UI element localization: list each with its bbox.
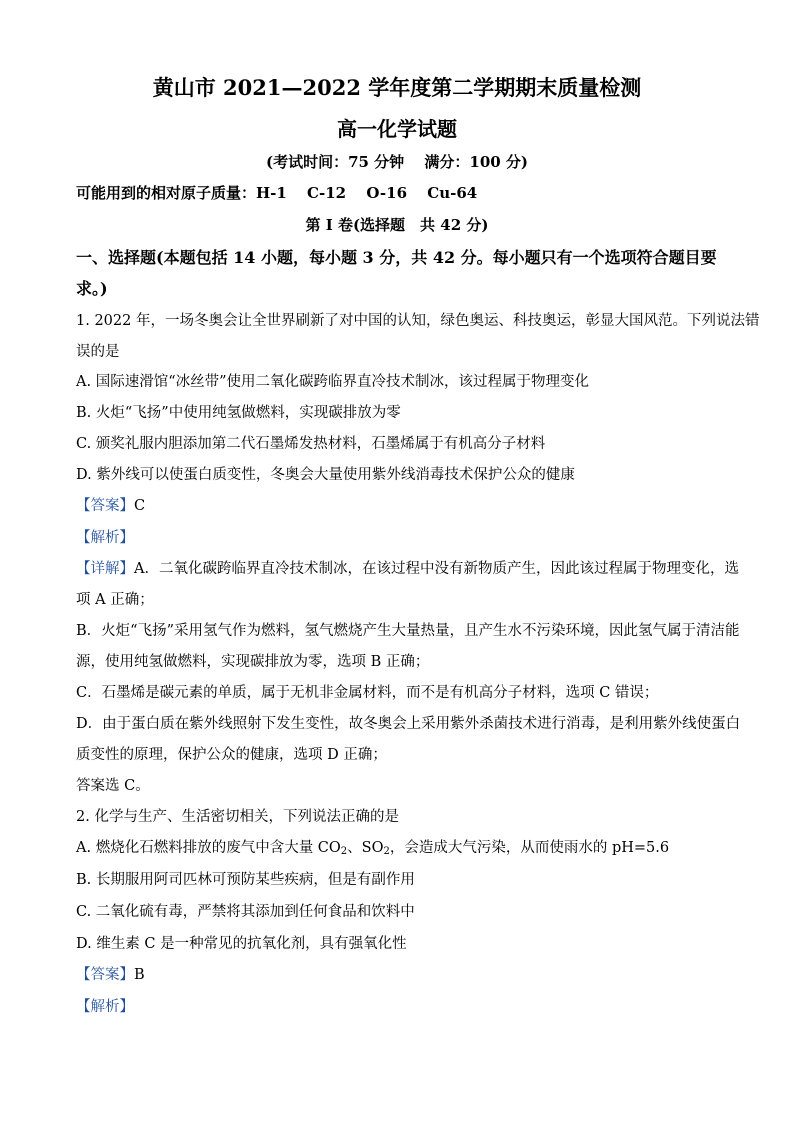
q1-detail-line2: 项 A 正确；	[76, 592, 154, 608]
q1-stem-line2: 误的是	[76, 344, 120, 360]
page-title: 黄山市 2021—2022 学年度第二学期期末质量检测	[152, 75, 642, 100]
q1-option-c: C. 颁奖礼服内胆添加第二代石墨烯发热材料，石墨烯属于有机高分子材料	[76, 436, 546, 452]
q1-option-b: B. 火炬“飞扬”中使用纯氢做燃料，实现碳排放为零	[76, 405, 401, 421]
q2-option-d: D. 维生素 C 是一种常见的抗氧化剂，具有强氧化性	[76, 936, 407, 952]
q1-analysis-tag	[76, 526, 134, 547]
answer-value: C	[134, 498, 146, 514]
q1-conclusion: 答案选 C。	[76, 778, 150, 794]
q1-option-a: A. 国际速滑馆“冰丝带”使用二氧化碳跨临界直冷技术制冰，该过程属于物理变化	[76, 374, 590, 390]
detail-tag: 【详解】	[76, 561, 134, 577]
q2-option-a	[76, 836, 669, 857]
section-instruction-line1: 一、选择题(本题包括 14 小题，每小题 3 分，共 42 分。每小题只有一个选项符合题目要	[76, 248, 717, 267]
exam-info: (考试时间：75 分钟 满分：100 分)	[265, 153, 529, 171]
q1-detail-line5: C．石墨烯是碳元素的单质，属于无机非金属材料，而不是有机高分子材料，选项 C 错误；	[76, 685, 659, 701]
q1-option-d: D. 紫外线可以使蛋白质变性，冬奥会大量使用紫外线消毒技术保护公众的健康	[76, 467, 575, 483]
answer-tag: 【答案】	[76, 498, 134, 514]
q1-answer	[76, 494, 145, 515]
q2-option-b: B. 长期服用阿司匹林可预防某些疾病，但是有副作用	[76, 872, 415, 888]
page-subtitle: 高一化学试题	[337, 117, 457, 141]
q2-stem: 2. 化学与生产、生活密切相关，下列说法正确的是	[76, 809, 399, 825]
q2-option-a-text: A. 燃烧化石燃料排放的废气中含大量 CO	[76, 840, 341, 856]
q2-analysis-tag	[76, 995, 134, 1016]
q1-detail-line3: B．火炬“飞扬”采用氢气作为燃料，氢气燃烧产生大量热量，且产生水不污染环境，因此氢气属于清洁能	[76, 623, 740, 639]
detail-text: A．二氧化碳跨临界直冷技术制冰，在该过程中没有新物质产生，因此该过程属于物理变化，选	[134, 561, 739, 577]
analysis-tag: 【解析】	[76, 530, 134, 546]
q2-answer	[76, 963, 145, 984]
q1-detail-line1	[76, 557, 739, 578]
q1-detail-line7: 质变性的原理，保护公众的健康，选项 D 正确；	[76, 747, 387, 763]
subscript: 2	[383, 846, 390, 857]
q1-detail-line6: D．由于蛋白质在紫外线照射下发生变性，故冬奥会上采用紫外杀菌技术进行消毒，是利用紫外线使蛋白	[76, 716, 741, 732]
atomic-masses: 可能用到的相对原子质量：H-1 C-12 O-16 Cu-64	[76, 184, 478, 202]
answer-value: B	[134, 967, 145, 983]
q2-option-a-text: ，会造成大气污染，从而使雨水的 pH=5.6	[389, 840, 670, 856]
q2-option-a-text: 、SO	[347, 840, 384, 856]
volume-heading: 第 I 卷(选择题 共 42 分)	[305, 216, 489, 234]
q2-option-c: C. 二氧化硫有毒，严禁将其添加到任何食品和饮料中	[76, 904, 415, 920]
analysis-tag: 【解析】	[76, 999, 134, 1015]
subscript: 2	[340, 846, 348, 857]
q1-detail-line4: 源，使用纯氢做燃料，实现碳排放为零，选项 B 正确；	[76, 654, 430, 670]
answer-tag: 【答案】	[76, 967, 134, 983]
q1-stem-line1: 1. 2022 年，一场冬奥会让全世界刷新了对中国的认知，绿色奥运、科技奥运，彰显大国风范。下列说法错	[76, 313, 760, 329]
section-instruction-line2: 求。)	[76, 279, 108, 298]
